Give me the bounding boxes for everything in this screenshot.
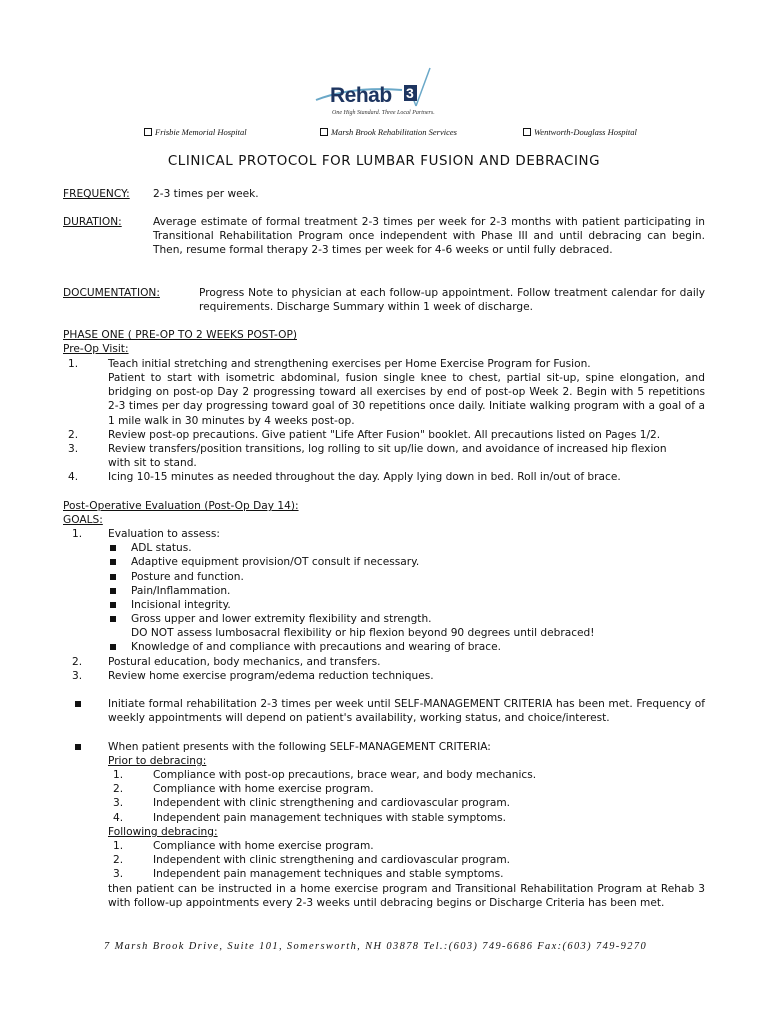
duration-text: Average estimate of formal treatment 2-3 times per week for 2-3 months with patient participating in Transitional Rehabilitation Program once independent with Phase III and until debracing can begin. Then, resume formal therapy 2-3 times per week for 4-6 weeks or until fully debraced. (153, 216, 705, 257)
list-item: Review post-op precautions. Give patient "Life After Fusion" booklet. All precautions listed on Pages 1/2. (108, 429, 661, 441)
assess-item: ADL status. (131, 542, 192, 554)
list-number: 3. (72, 670, 83, 682)
prior-debracing-heading: Prior to debracing: (108, 755, 207, 767)
frequency-text: 2-3 times per week. (153, 188, 259, 200)
list-number: 3. (113, 797, 124, 809)
closing-paragraph: then patient can be instructed in a home exercise program and Transitional Rehabilitation Program at Rehab 3 with follow-up appointments every 2-3 weeks until debracing begins or Discharge Criteria has been met. (108, 883, 705, 910)
rehab-bullet-criteria: When patient presents with the following SELF-MANAGEMENT CRITERIA: (108, 741, 491, 753)
list-number: 1. (113, 840, 124, 852)
hospital-wentworth: Wentworth-Douglass Hospital (523, 127, 637, 137)
criteria-item: Independent with clinic strengthening and cardiovascular program. (153, 854, 511, 866)
page-title: CLINICAL PROTOCOL FOR LUMBAR FUSION AND DEBRACING (167, 154, 601, 169)
rehab3-logo (312, 60, 472, 122)
assess-item: Adaptive equipment provision/OT consult if necessary. (131, 556, 420, 568)
footer-address: 7 Marsh Brook Drive, Suite 101, Somersworth, NH 03878 Tel.:(603) 749-6686 Fax:(603) 749-9270 (104, 941, 648, 952)
list-item: Teach initial stretching and strengthening exercises per Home Exercise Program for Fusion. (108, 358, 591, 370)
preop-heading: Pre-Op Visit: (63, 343, 129, 355)
assess-item: Pain/Inflammation. (131, 585, 231, 597)
list-number: 1. (72, 528, 83, 540)
criteria-item: Independent pain management techniques with stable symptoms. (153, 812, 507, 824)
list-number: 3. (113, 868, 124, 880)
list-number: 2. (72, 656, 83, 668)
criteria-item: Compliance with home exercise program. (153, 840, 374, 852)
bullet-icon (110, 545, 116, 551)
checkbox-icon (523, 128, 531, 136)
bullet-icon (110, 559, 116, 565)
bullet-icon (110, 644, 116, 650)
post-op-heading: Post-Operative Evaluation (Post-Op Day 14): (63, 500, 299, 512)
list-item-paragraph: Patient to start with isometric abdominal, fusion single knee to chest, partial sit-up, spine elongation, and bridging on post-op Day 2 progressing toward all exercises by end of post-op Week 2. Begin with 5 repetitions 2-3 times per day progressing toward goal of 30 repetitions once daily. Initiate walking program with a goal of a 1 mile walk in 30 minutes by 4 weeks post-op. (108, 372, 705, 427)
checkbox-icon (144, 128, 152, 136)
logo-wordmark: Rehab (330, 84, 392, 107)
hospital-marsh-brook: Marsh Brook Rehabilitation Services (320, 127, 457, 137)
bullet-icon (110, 588, 116, 594)
assess-warning: DO NOT assess lumbosacral flexibility or hip flexion beyond 90 degrees until debraced! (131, 627, 595, 639)
list-number: 2. (68, 429, 79, 441)
bullet-icon (110, 574, 116, 580)
list-number: 1. (113, 769, 124, 781)
hospital-frisbie: Frisbie Memorial Hospital (144, 127, 247, 137)
list-number: 2. (113, 783, 124, 795)
list-number: 1. (68, 358, 79, 370)
phase-one-heading: PHASE ONE ( PRE-OP TO 2 WEEKS POST-OP) (63, 329, 297, 341)
assess-item: Incisional integrity. (131, 599, 231, 611)
list-number: 4. (113, 812, 124, 824)
list-item: Postural education, body mechanics, and transfers. (108, 656, 381, 668)
duration-label: DURATION: (63, 216, 122, 228)
criteria-item: Independent pain management techniques and stable symptoms. (153, 868, 504, 880)
frequency-label: FREQUENCY: (63, 188, 130, 200)
rehab-bullet-initiate: Initiate formal rehabilitation 2-3 times per week until SELF-MANAGEMENT CRITERIA has been met. Frequency of weekly appointments will depend on patient's availability, working status, and choice/interest. (108, 698, 705, 725)
checkbox-icon (320, 128, 328, 136)
bullet-icon (110, 602, 116, 608)
list-number: 2. (113, 854, 124, 866)
list-item: Review home exercise program/edema reduction techniques. (108, 670, 434, 682)
goals-heading: GOALS: (63, 514, 103, 526)
list-number: 4. (68, 471, 79, 483)
criteria-item: Compliance with post-op precautions, brace wear, and body mechanics. (153, 769, 537, 781)
logo-tagline: One High Standard. Three Local Partners. (332, 110, 435, 116)
assess-item: Knowledge of and compliance with precautions and wearing of brace. (131, 641, 501, 653)
svg-text:3: 3 (406, 85, 414, 101)
bullet-icon (75, 744, 81, 750)
assess-item: Gross upper and lower extremity flexibility and strength. (131, 613, 432, 625)
list-item: Review transfers/position transitions, log rolling to sit up/lie down, and avoidance of increased hip flexion (108, 443, 667, 455)
documentation-label: DOCUMENTATION: (63, 287, 160, 299)
bullet-icon (110, 616, 116, 622)
list-number: 3. (68, 443, 79, 455)
list-item: Icing 10-15 minutes as needed throughout the day. Apply lying down in bed. Roll in/out of brace. (108, 471, 621, 483)
criteria-item: Independent with clinic strengthening and cardiovascular program. (153, 797, 511, 809)
following-debracing-heading: Following debracing: (108, 826, 218, 838)
list-item-continued: with sit to stand. (108, 457, 197, 469)
assess-item: Posture and function. (131, 571, 244, 583)
criteria-item: Compliance with home exercise program. (153, 783, 374, 795)
documentation-text: Progress Note to physician at each follow-up appointment. Follow treatment calendar for daily requirements. Discharge Summary within 1 week of discharge. (199, 287, 705, 314)
bullet-icon (75, 701, 81, 707)
list-item: Evaluation to assess: (108, 528, 220, 540)
